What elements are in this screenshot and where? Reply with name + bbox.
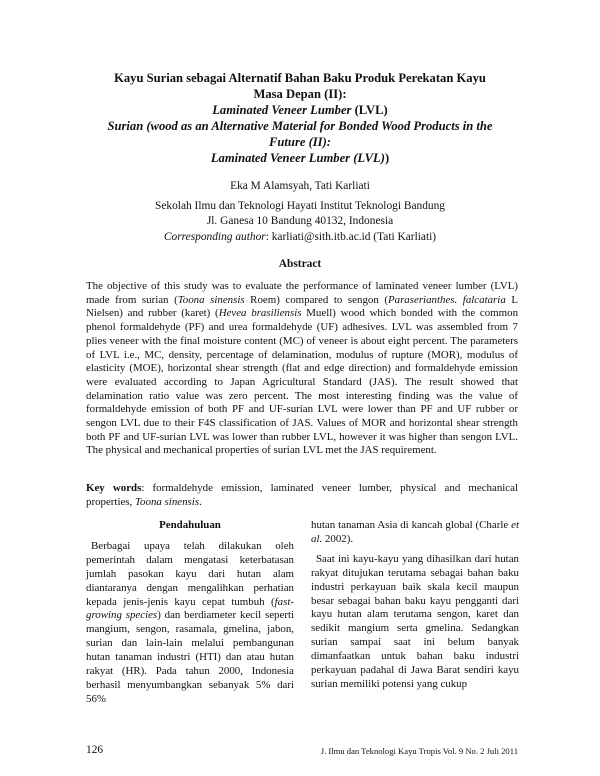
abstract-text: Roem) compared to sengon ( bbox=[244, 293, 388, 306]
corresponding-author bbox=[0, 231, 600, 243]
species-name: Paraserianthes. falcataria bbox=[387, 293, 506, 306]
paragraph-text: Berbagai upaya telah dilakukan oleh pemerintah dalam mengatasi keterbatasan jumlah pasokan kayu dari hutan alam diantaranya dengan mengalihkan perhatian kepada jenis-jenis kayu cepat tumbuh ( bbox=[86, 539, 294, 608]
title-suffix: (LVL) bbox=[351, 103, 388, 117]
title-italic: Laminated Veneer Lumber (LVL) bbox=[210, 151, 385, 165]
page-number: 126 bbox=[86, 744, 104, 756]
title-italic: Laminated Veneer Lumber bbox=[212, 103, 352, 117]
authors: Eka M Alamsyah, Tati Karliati bbox=[230, 180, 370, 192]
abstract-text: L Nielsen) and rubber (karet) ( bbox=[86, 293, 518, 320]
english-title-line bbox=[78, 150, 522, 166]
english-title-line: Surian (wood as an Alternative Material for Bonded Wood Products in the bbox=[107, 119, 493, 133]
affiliation bbox=[0, 199, 600, 229]
affiliation-line: Sekolah Ilmu dan Teknologi Hayati Institut Teknologi Bandung bbox=[155, 200, 445, 212]
keywords-text: : formaldehyde emission, laminated veneer lumber, physical and mechanical properties, bbox=[86, 482, 518, 508]
species-name: Hevea brasiliensis bbox=[218, 307, 302, 320]
right-column bbox=[311, 519, 519, 692]
english-title-line: Future (II): bbox=[269, 135, 331, 149]
left-column bbox=[86, 519, 294, 707]
corresponding-email: : karliati@sith.itb.ac.id (Tati Karliati) bbox=[265, 231, 437, 243]
corresponding-label: Corresponding author bbox=[163, 231, 266, 243]
affiliation-line: Jl. Ganesa 10 Bandung 40132, Indonesia bbox=[206, 215, 394, 227]
section-heading: Pendahuluan bbox=[159, 519, 221, 531]
paragraph: Saat ini kayu-kayu yang dihasilkan dari hutan rakyat ditujukan terutama sebagai bahan baku industri perkayuan baik skala kecil maupun besar sebagai bahan baku kayu pengganti dari kayu hutan alam terutama sengon, karet dan sedikit mangium serta gmelina. Sedangkan surian sampai saat ini belum banyak dimanfaatkan untuk bahan baku industri perkayuan padahal di Jawa Barat sendiri kayu surian memiliki potensi yang cukup bbox=[311, 552, 519, 690]
paragraph-text: hutan tanaman Asia di kancah global (Charle bbox=[311, 519, 512, 531]
italic-term: et al. bbox=[311, 519, 519, 545]
paper-title bbox=[78, 70, 522, 166]
abstract-body bbox=[86, 280, 518, 458]
keywords-end: . bbox=[199, 495, 202, 508]
paragraph bbox=[311, 519, 519, 547]
keywords-italic: Toona sinensis bbox=[135, 495, 200, 508]
title-line: Kayu Surian sebagai Alternatif Bahan Baku Produk Perekatan Kayu bbox=[114, 71, 486, 85]
keywords-label: Key words bbox=[86, 482, 142, 494]
abstract-text: Muell) wood which bonded with the common phenol formaldehyde (PF) and urea formaldehyde (UF) adhesives. LVL was assembled from 7 plies veneer with the final moisture content (MC) of veneer is about eight percent. The parameters of LVL i.e., MC, density, percentage of delamination, modulus of rupture (MOR), modulus of elasticity (MOE), horizontal shear strength (flat and edge direction) and formaldehyde emission were evaluated according to Japan Agricultural Standard (JAS). The result showed that delamination ratio value was zero percent. The most interesting finding was the value of formaldehyde emission of both PF and UF-surian LVL were lower than PF and UF rubber or sengon LVL due to their F4S classification of JAS. Values of MOR and horizontal shear strength both PF and UF-surian LVL was lower than rubber LVL, however it was higher than sengon LVL. The physical and mechanical properties of surian LVL met the JAS requirement. bbox=[86, 307, 519, 457]
title-line bbox=[78, 102, 522, 118]
paragraph-text: ) dan berdiameter kecil seperti mangium, sengon, rasamala, gmelina, jabon, surian dan lain-lain melalui pembangunan hutan tanaman industri (HTI) dan atau hutan rakyat (HR). Pada tahun 2000, Indonesia berhasil menyumbangkan sebanyak 5% dari 56% bbox=[86, 609, 295, 705]
title-line: Masa Depan (II): bbox=[253, 87, 347, 101]
title-suffix: ) bbox=[384, 151, 390, 165]
paragraph-text: 2002). bbox=[322, 532, 354, 545]
paragraph bbox=[86, 540, 294, 707]
keywords bbox=[86, 482, 518, 509]
abstract-heading: Abstract bbox=[278, 258, 322, 270]
italic-term: fast-growing species bbox=[86, 595, 294, 622]
abstract-text: The objective of this study was to evaluate the performance of laminated veneer lumber (LVL) made from surian ( bbox=[86, 280, 518, 306]
species-name: Toona sinensis bbox=[177, 293, 245, 306]
journal-citation: J. Ilmu dan Teknologi Kayu Tropis Vol. 9 No. 2 Juli 2011 bbox=[320, 746, 518, 756]
